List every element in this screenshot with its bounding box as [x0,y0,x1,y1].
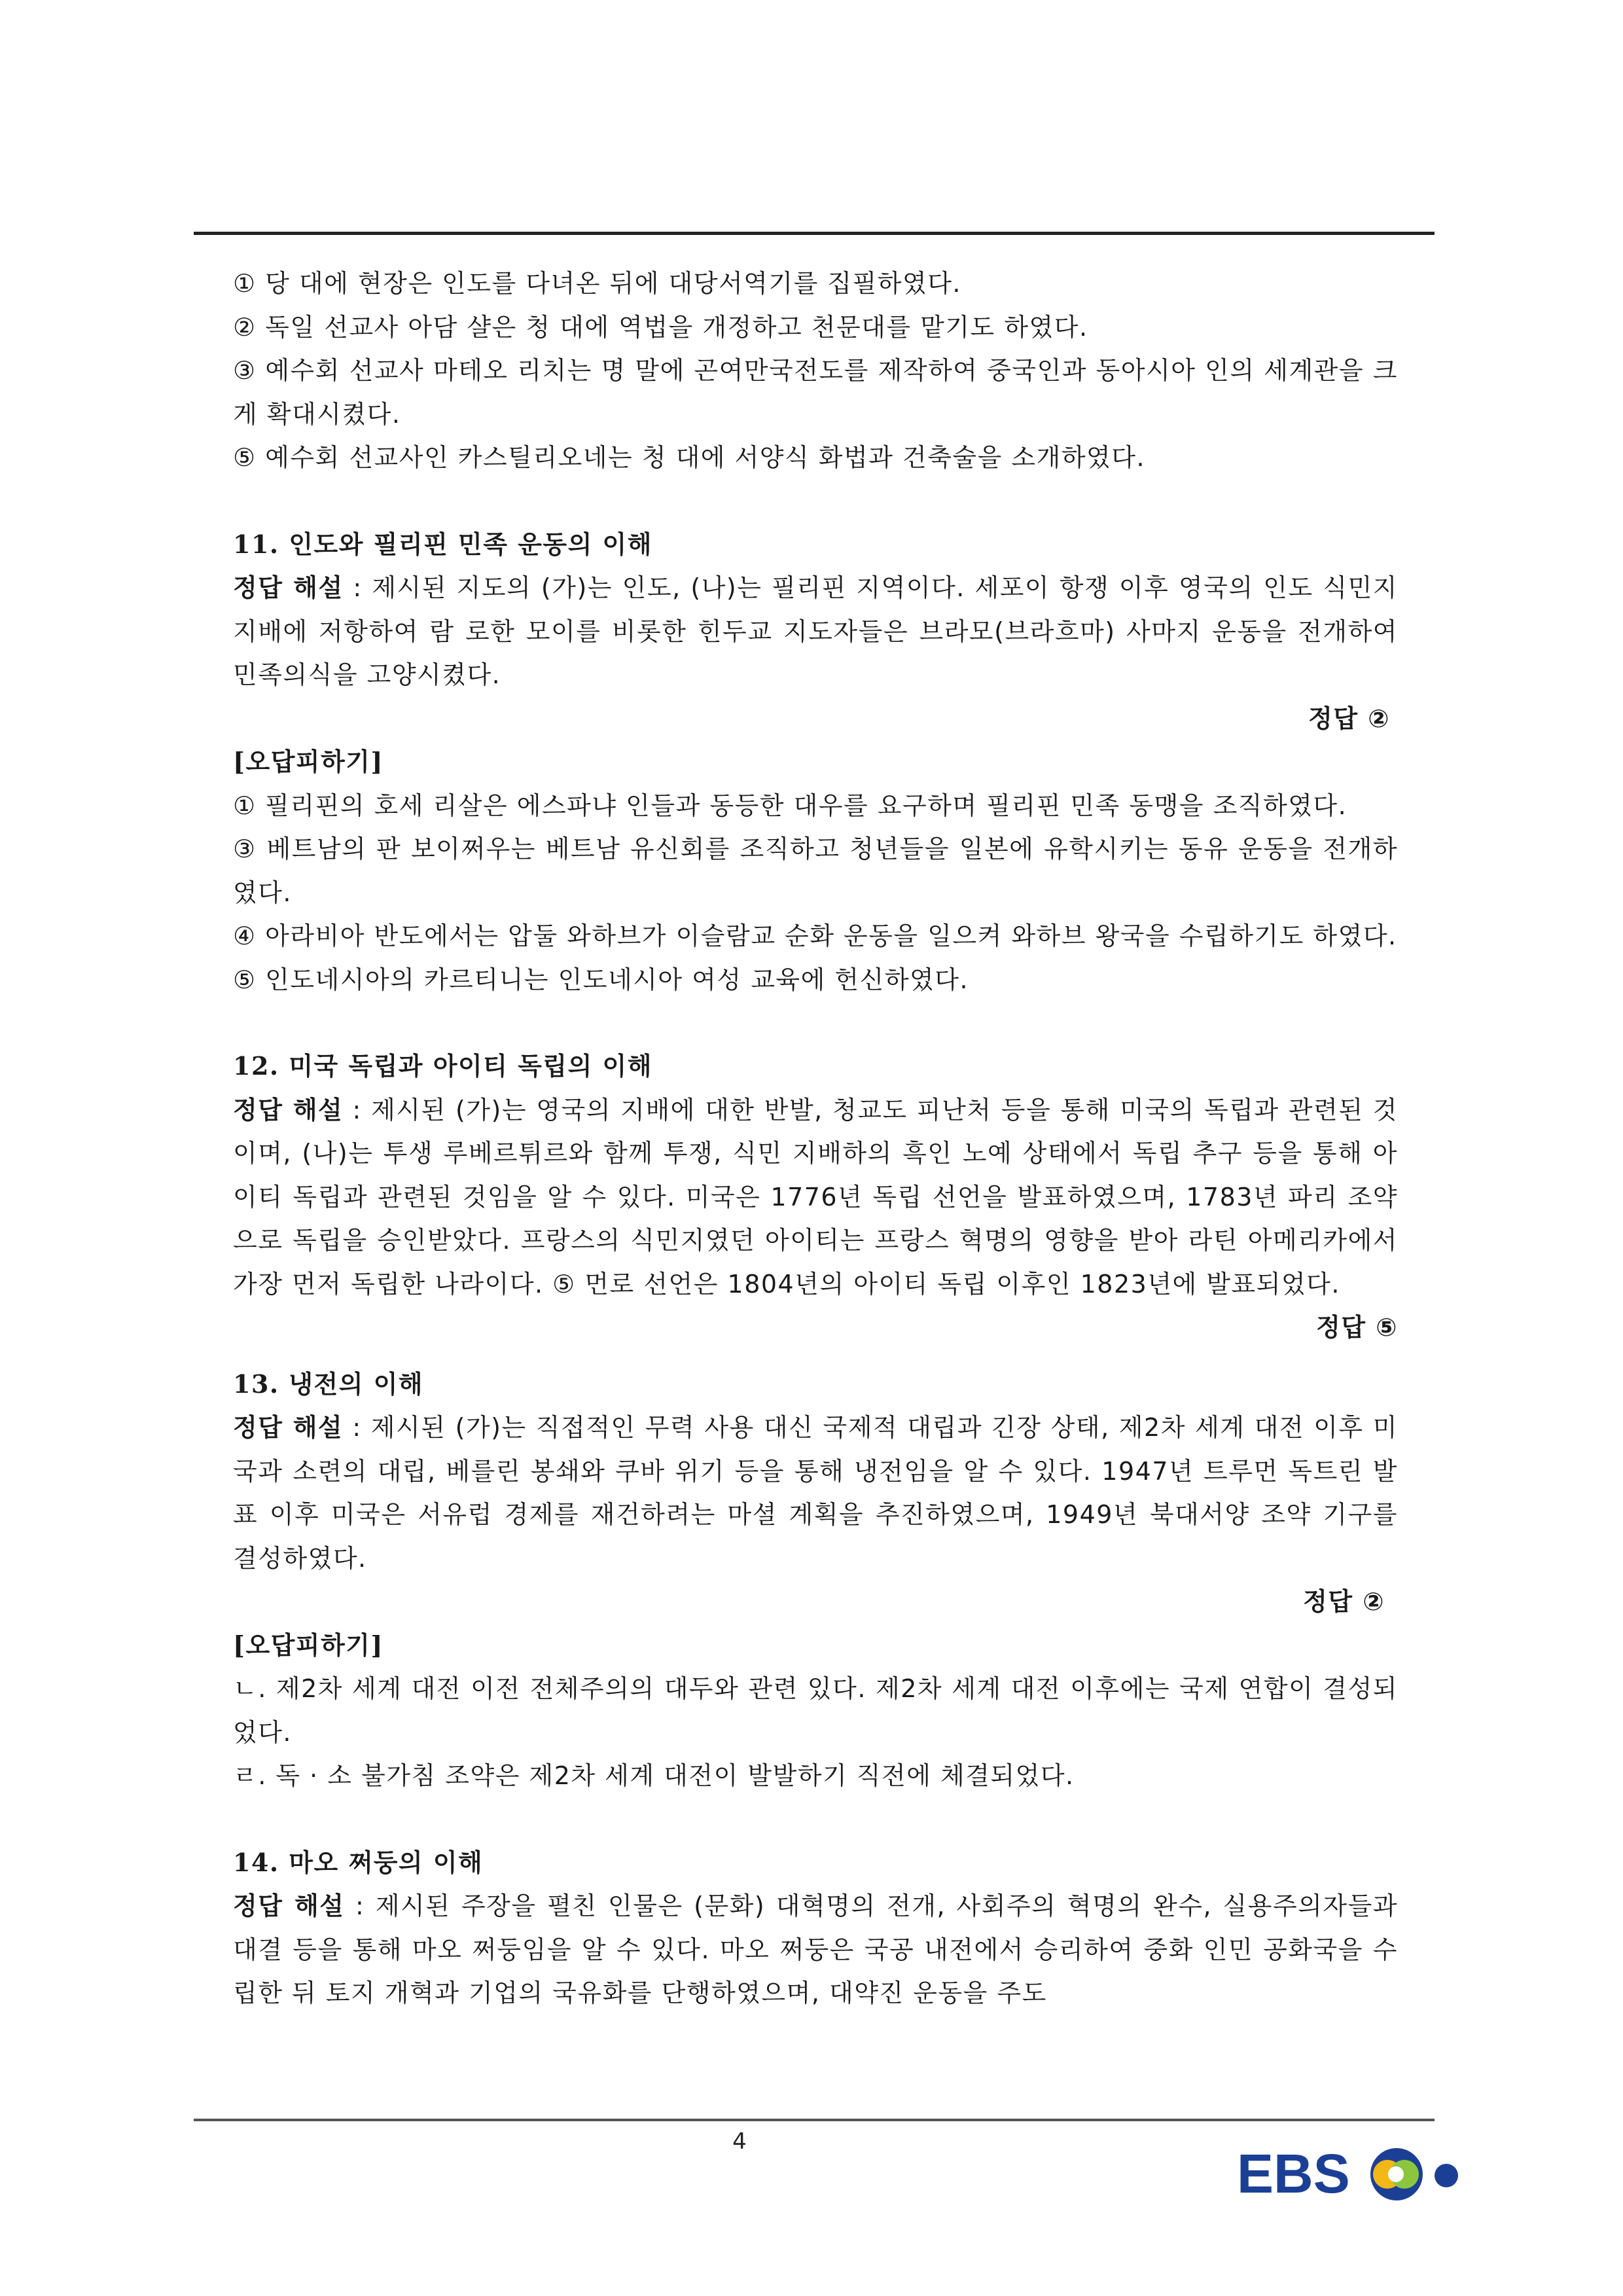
explanation-11 [233,566,1398,697]
answer-label: 정답 ② [1303,1587,1385,1616]
explanation-label: 정답 해설 [233,573,344,602]
explanation-text: : 제시된 주장을 펼친 인물은 (문화) 대혁명의 전개, 사회주의 혁명의 완수, 실용주의자들과 대결 등을 통해 마오 쩌둥임을 알 수 있다. 마오 쩌둥은 국공 내전에서 승리하여 중화 인민 공화국을 수립한 뒤 토지 개혁과 기업의 국유화를 단행하였으며, 대약진 운동을 주도 [233,1892,1398,2007]
header-rule [194,232,1435,235]
logo-dot [1435,2164,1458,2187]
wrong-answer-item: ① 필리핀의 호세 리살은 에스파냐 인들과 동등한 대우를 요구하며 필리핀 민족 동맹을 조직하였다. [233,791,1347,820]
wrong-answer-item: ③ 베트남의 판 보이쩌우는 베트남 유신회를 조직하고 청년들을 일본에 유학시키는 동유 운동을 전개하였다. [233,834,1398,907]
option-item: ① 당 대에 현장은 인도를 다녀온 뒤에 대당서역기를 집필하였다. [233,269,961,298]
page-content [233,262,1398,2015]
wrong-answer-title: [오답피하기] [233,747,383,776]
question-heading-13: 13. 냉전의 이해 [233,1369,424,1399]
explanation-12 [233,1088,1398,1306]
option-item: ③ 예수회 선교사 마테오 리치는 명 말에 곤여만국전도를 제작하여 중국인과 동아시아 인의 세계관을 크게 확대시켰다. [233,356,1398,429]
footer-rule [194,2119,1435,2121]
logo-ring-center [1388,2166,1404,2182]
explanation-text: : 제시된 지도의 (가)는 인도, (나)는 필리핀 지역이다. 세포이 항쟁 이후 영국의 인도 식민지 지배에 저항하여 람 로한 모이를 비롯한 힌두교 지도자들은 브라모(브라흐마) 사마지 운동을 전개하여 민족의식을 고양시켰다. [233,573,1399,689]
explanation-13 [233,1406,1398,1580]
question-heading-14: 14. 마오 쩌둥의 이해 [233,1847,484,1877]
wrong-answer-item: ㄹ. 독 · 소 불가침 조약은 제2차 세계 대전이 발발하기 직전에 체결되었다. [233,1761,1075,1790]
explanation-label: 정답 해설 [233,1095,344,1124]
wrong-answer-item: ④ 아라비아 반도에서는 압둘 와하브가 이슬람교 순화 운동을 일으켜 와하브 왕국을 수립하기도 하였다. [233,922,1397,950]
question-heading-12: 12. 미국 독립과 아이티 독립의 이해 [233,1051,652,1081]
ebs-logo [1237,2140,1472,2208]
explanation-label: 정답 해설 [233,1413,344,1442]
explanation-text: : 제시된 (가)는 영국의 지배에 대한 반발, 청교도 피난처 등을 통해 미국의 독립과 관련된 것이며, (나)는 투생 루베르튀르와 함께 투쟁, 식민 지배하의 흑인 노예 상태에서 독립 추구 등을 통해 아이티 독립과 관련된 것임을 알 수 있다. 미국은 1776년 독립 선언을 발표하였으며, 1783년 파리 조약으로 독립을 승인받았다. 프랑스의 식민지였던 아이티는 프랑스 혁명의 영향을 받아 라틴 아메리카에서 가장 먼저 독립한 나라이다. ⑤ 먼로 선언은 1804년의 아이티 독립 이후인 1823년에 발표되었다. [233,1095,1398,1299]
option-item: ⑤ 예수회 선교사인 카스틸리오네는 청 대에 서양식 화법과 건축술을 소개하였다. [233,443,1146,472]
option-item: ② 독일 선교사 아담 샬은 청 대에 역법을 개정하고 천문대를 맡기도 하였다. [233,312,1088,342]
explanation-label: 정답 해설 [233,1892,345,1920]
page-number: 4 [732,2128,747,2155]
explanation-text: : 제시된 (가)는 직접적인 무력 사용 대신 국제적 대립과 긴장 상태, 제2차 세계 대전 이후 미국과 소련의 대립, 베를린 봉쇄와 쿠바 위기 등을 통해 냉전임을 알 수 있다. 1947년 트루먼 독트린 발표 이후 미국은 서유럽 경제를 재건하려는 마셜 계획을 추진하였으며, 1949년 북대서양 조약 기구를 결성하였다. [233,1413,1399,1573]
answer-line-13 [233,1580,1398,1624]
explanation-14 [233,1884,1398,2015]
ebs-logo-text: EBS [1237,2143,1350,2204]
answer-line-12 [233,1306,1398,1350]
answer-line-11 [233,697,1398,741]
wrong-answer-title: [오답피하기] [233,1630,383,1660]
question-heading-11: 11. 인도와 필리핀 민족 운동의 이해 [233,529,652,559]
wrong-answer-item: ㄴ. 제2차 세계 대전 이전 전체주의의 대두와 관련 있다. 제2차 세계 대전 이후에는 국제 연합이 결성되었다. [233,1674,1398,1747]
answer-label: 정답 ⑤ [1316,1313,1398,1342]
answer-label: 정답 ② [1308,704,1390,733]
wrong-answer-item: ⑤ 인도네시아의 카르티니는 인도네시아 여성 교육에 헌신하였다. [233,965,969,994]
